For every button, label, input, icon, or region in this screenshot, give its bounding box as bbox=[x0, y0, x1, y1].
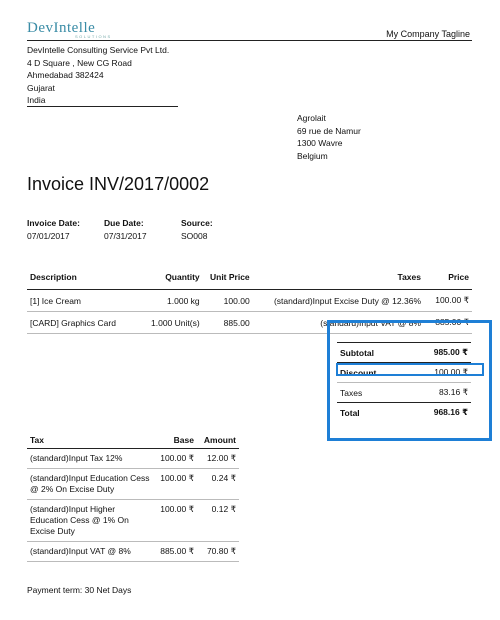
table-row bbox=[27, 500, 239, 542]
tax-amount: 70.80 ₹ bbox=[197, 542, 239, 562]
tax-amount: 12.00 ₹ bbox=[197, 449, 239, 469]
company-street: 4 D Square , New CG Road bbox=[27, 57, 132, 68]
due-date-label: Due Date: bbox=[104, 218, 144, 228]
total-value: 968.16 ₹ bbox=[406, 403, 471, 423]
line-price: 885.00 ₹ bbox=[424, 312, 472, 334]
logo-text: DevIntelle bbox=[27, 20, 96, 36]
tax-amount: 0.24 ₹ bbox=[197, 469, 239, 500]
tax-header-row bbox=[27, 432, 239, 449]
invoice-date-value: 07/01/2017 bbox=[27, 231, 70, 241]
tax-name: (standard)Input VAT @ 8% bbox=[27, 542, 153, 562]
line-price: 100.00 ₹ bbox=[424, 290, 472, 312]
subtotal-label: Subtotal bbox=[337, 343, 406, 363]
header-divider bbox=[27, 40, 472, 41]
table-row bbox=[27, 469, 239, 500]
subtotal-value: 985.00 ₹ bbox=[406, 343, 471, 363]
taxes-value: 83.16 ₹ bbox=[438, 387, 468, 397]
company-logo bbox=[27, 20, 112, 39]
company-address-divider bbox=[27, 106, 178, 107]
col-price: Price bbox=[424, 268, 472, 290]
line-unit-price: 885.00 bbox=[203, 312, 253, 334]
total-label: Total bbox=[337, 403, 406, 423]
source-block bbox=[181, 217, 213, 243]
discount-highlight-box bbox=[336, 363, 484, 376]
payment-term: Payment term: 30 Net Days bbox=[27, 585, 132, 595]
tax-base: 100.00 ₹ bbox=[153, 449, 197, 469]
line-description: [CARD] Graphics Card bbox=[27, 312, 148, 334]
tax-base: 100.00 ₹ bbox=[153, 500, 197, 542]
invoice-title: Invoice INV/2017/0002 bbox=[27, 174, 210, 194]
col-quantity: Quantity bbox=[148, 268, 203, 290]
tax-base: 885.00 ₹ bbox=[153, 542, 197, 562]
source-value: SO008 bbox=[181, 231, 208, 241]
col-amount: Amount bbox=[197, 432, 239, 449]
tax-summary-table bbox=[27, 432, 239, 562]
line-taxes: (standard)Input Excise Duty @ 12.36% bbox=[253, 290, 424, 312]
invoice-date-label: Invoice Date: bbox=[27, 218, 80, 228]
col-tax: Tax bbox=[27, 432, 153, 449]
table-row bbox=[27, 542, 239, 562]
source-label: Source: bbox=[181, 218, 213, 228]
invoice-date-block bbox=[27, 217, 80, 243]
line-unit-price: 100.00 bbox=[203, 290, 253, 312]
tax-name: (standard)Input Higher Education Cess @ 1% On Excise Duty bbox=[27, 500, 153, 542]
customer-country: Belgium bbox=[297, 150, 328, 161]
company-country: India bbox=[27, 95, 46, 105]
customer-name: Agrolait bbox=[297, 113, 326, 123]
col-unit-price: Unit Price bbox=[203, 268, 253, 290]
table-row bbox=[27, 449, 239, 469]
customer-street: 69 rue de Namur bbox=[297, 125, 361, 136]
discount-label: Discount bbox=[337, 363, 406, 383]
col-base: Base bbox=[153, 432, 197, 449]
col-taxes: Taxes bbox=[253, 268, 424, 290]
tax-amount: 0.12 ₹ bbox=[197, 500, 239, 542]
customer-city: 1300 Wavre bbox=[297, 138, 343, 148]
company-city: Ahmedabad 382424 bbox=[27, 70, 104, 80]
tax-name: (standard)Input Tax 12% bbox=[27, 449, 153, 469]
line-taxes: (standard)Input VAT @ 8% bbox=[253, 312, 424, 334]
taxes-label: Taxes bbox=[340, 387, 363, 398]
due-date-block bbox=[104, 217, 147, 243]
lines-header-row bbox=[27, 268, 472, 290]
discount-value: 100.00 ₹ bbox=[406, 363, 471, 383]
table-row bbox=[27, 290, 472, 312]
line-quantity: 1.000 kg bbox=[148, 290, 203, 312]
tax-base: 100.00 ₹ bbox=[153, 469, 197, 500]
company-name: DevIntelle Consulting Service Pvt Ltd. bbox=[27, 45, 170, 55]
line-description: [1] Ice Cream bbox=[27, 290, 148, 312]
company-tagline: My Company Tagline bbox=[386, 29, 470, 39]
customer-address bbox=[297, 112, 361, 162]
logo-subtext: SOLUTIONS bbox=[75, 34, 112, 39]
totals-highlight-box bbox=[327, 320, 492, 441]
company-address bbox=[27, 44, 169, 107]
company-state: Gujarat bbox=[27, 82, 55, 93]
due-date-value: 07/31/2017 bbox=[104, 231, 147, 241]
line-quantity: 1.000 Unit(s) bbox=[148, 312, 203, 334]
col-description: Description bbox=[27, 268, 148, 290]
tax-name: (standard)Input Education Cess @ 2% On Excise Duty bbox=[27, 469, 153, 500]
